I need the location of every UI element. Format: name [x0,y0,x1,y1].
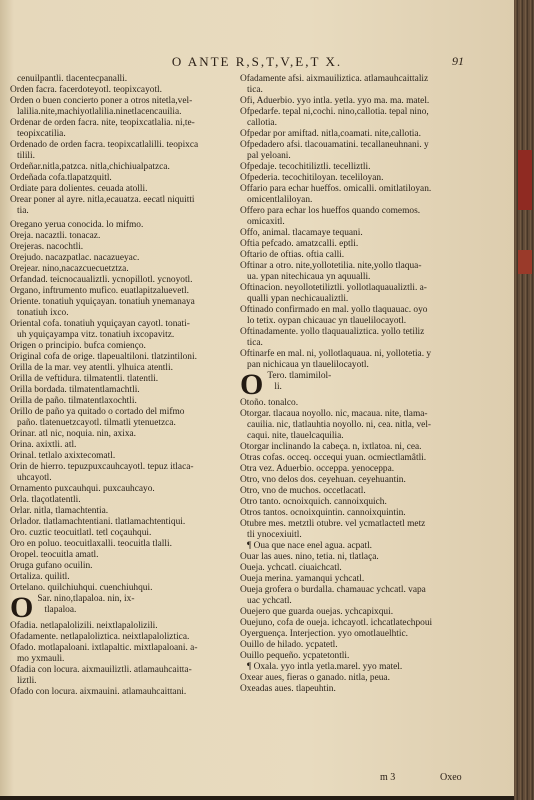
dictionary-entry-line: omicaxitl. [247,217,285,227]
book-page-edges [514,0,534,800]
drop-cap-initial: O [240,371,264,398]
dictionary-entry-line: Ortelano. quilchiuhqui. cuenchiuhqui. [10,583,153,593]
dictionary-entry-line: Organo, inftrumento mufico. euatlapitzaluevetl. [10,286,189,296]
dictionary-entry-line: Oftinarfe en mal. ni, yollotlaquaua. ni, yollotetia. y [240,349,432,359]
dictionary-entry-line: uh yquiçayampa vitz. tonatiuh ixcopavitz. [17,330,175,340]
dictionary-entry-line: Otro, vno de muchos. occetlacatl. [240,486,366,496]
dictionary-entry-line: Ordeñar.nitla,patzca. nitla,chichiualpatzca. [10,162,170,172]
dictionary-entry-line: Oftinar a otro. nite,yollotetilia. nite,yollo tlaqua- [240,261,422,271]
dictionary-entry-line: Ortaliza. quilitl. [10,572,70,582]
dictionary-entry-line: caqui. nite, tlauelcaquilia. [247,431,344,441]
running-header [0,54,514,74]
catchword: Oxeo [440,772,462,783]
dictionary-entry-line: Ouejuno, cofa de oueja. ichcayotl. ichcatlatechpoui [240,618,433,628]
dictionary-entry-line: Otubre mes. metztli otubre. vel ycmatlactetl metz [240,519,426,529]
dictionary-entry-line: Oueja merina. yamanqui ychcatl. [240,574,365,584]
dictionary-entry-line: Orejear. nino,nacazcuecuetztza. [10,264,129,274]
dictionary-entry-line: Origen o principio. bufca comienço. [10,341,146,351]
dictionary-entry-line: Offario para echar hueffos. omicalli. omitlatiloyan. [240,184,432,194]
dictionary-entry-line: Oregano yerua conocida. lo mifmo. [10,220,144,230]
left-initial-block [10,594,235,621]
dictionary-entry-line: Otro, vno delos dos. ceyehuan. ceyehuantin. [240,475,406,485]
dictionary-entry-line: Orden o buen concierto poner a otros nitetla,vel- [10,96,193,106]
page-footer [0,772,514,786]
dictionary-entry-line: Ordeñada cofa.tlapatzquitl. [10,173,112,183]
dictionary-entry-line: Oruga gufano ocuilin. [10,561,93,571]
initial-entry-line: Tero. tlamimilol- [267,371,332,381]
dictionary-entry-line: Otros tantos. ocnoixquintin. cannoixquintin. [240,508,406,518]
initial-entry-line: li. [274,382,282,392]
dictionary-entry-line: Oftario de oftias. oftia calli. [240,250,345,260]
dictionary-entry-line: Orinar. atl nic, noquia. nin, axixa. [10,429,137,439]
dictionary-entry-line: lalilia.nite,machiyotlalilia.ninetlacencauilia. [17,107,182,117]
right-entries [240,74,468,371]
page-edge-tab [518,150,532,210]
dictionary-entry-line: Otro tanto. ocnoixquich. cannoixquich. [240,497,387,507]
dictionary-entry-line: Ornamento puxcauhqui. puxcauhcayo. [10,484,155,494]
dictionary-entry-line: Oriental cofa. tonatiuh yquiçayan cayotl. tonati- [10,319,190,329]
dictionary-entry-line: Ordenado de orden facra. teopixcatlalilli. teopixca [10,140,199,150]
dictionary-entry-line: Otoño. tonalco. [240,398,299,408]
dictionary-entry-line: Otras cofas. occeq. occequi yuan. ocmiectlamâtli. [240,453,427,463]
dictionary-entry-line: Orilla de paño. tilmatentlaxochtli. [10,396,137,406]
dictionary-entry-line: pal yeloani. [247,151,291,161]
drop-cap-initial: O [10,594,34,621]
dictionary-entry-line: Ofadamente. netlapaloliztica. neixtlapaloliztica. [10,632,190,642]
dictionary-entry-line: Oyerguença. Interjection. yyo omotlauelhtic. [240,629,408,639]
dictionary-entry-line: ¶ Oua que nace enel agua. acpatl. [247,541,373,551]
dictionary-entry-line: Oftinadamente. yollo tlaquaualiztica. yollo tetiliz [240,327,425,337]
dictionary-entry-line: tli ynocexiuitl. [247,530,302,540]
right-entries-after [240,398,468,695]
dictionary-entry-line: Orear poner al ayre. nitla,ecauatza. eecatl niquitti [10,195,195,205]
dictionary-entry-line: Oftia pefcado. amatzcalli. eptli. [240,239,359,249]
dictionary-entry-line: Ouillo pequeño. ycpatetontli. [240,651,350,661]
initial-entry-line: tlapaloa. [44,605,77,615]
dictionary-entry-line: omicentlaliloyan. [247,195,313,205]
dictionary-entry-line: Orina. axixtli. atl. [10,440,77,450]
left-entries-after [10,621,235,698]
dictionary-entry-line: Oro. cuztic teocuitlatl. tetl coçauhqui. [10,528,152,538]
dictionary-entry-line: Oftinacion. neyollotetiliztli. yollotlaquaualiztli. a- [240,283,427,293]
dictionary-entry-line: Orlar. nitla, tlamachtentia. [10,506,109,516]
dictionary-entry-line: ¶ Oxala. yyo intla yetla.marel. yyo matel. [247,662,403,672]
dictionary-entry-line: tica. [247,338,263,348]
dictionary-entry-line: pan nichicaua yn tlauelilocayotl. [247,360,369,370]
dictionary-entry-line: Otorgar inclinando la cabeça. n, ixtlatoa. ni, cea. [240,442,422,452]
dictionary-entry-line: Ordiate para dolientes. ceuada atolli. [10,184,148,194]
dictionary-entry-line: Ouillo de hilado. ycpatetl. [240,640,338,650]
dictionary-entry-line: cenuilpantli. tlacentecpanalli. [17,74,128,84]
dictionary-entry-line: qualli ypan nechicaualiztli. [247,294,349,304]
dictionary-entry-line: Oriente. tonatiuh yquiçayan. tonatiuh ynemanaya [10,297,195,307]
dictionary-entry-line: ua. ypan nitechicaua yn aquualli. [247,272,371,282]
dictionary-entry-line: Ordenar de orden facra. nite, teopixcatlalia. ni,te- [10,118,195,128]
header-title: O ANTE R,S,T,V,E,T X. [171,54,343,69]
dictionary-entry-line: Ofi, Aduerbio. yyo intla. yetla. yyo ma. ma. matel. [240,96,430,106]
right-column [240,74,468,695]
dictionary-entry-line: Ofpederia. tecochitiloyan. teceliloyan. [240,173,384,183]
dictionary-entry-line: Orilla de veftidura. tilmatentli. tlatentli. [10,374,159,384]
right-initial-block [240,371,468,398]
dictionary-entry-line: Oxeadas aues. tlapeuhtin. [240,684,336,694]
dictionary-entry-line: tia. [17,206,29,216]
dictionary-entry-line: callotia. [247,118,277,128]
dictionary-entry-line: Offo, animal. tlacamaye tequani. [240,228,363,238]
dictionary-entry-line: Oueja grofera o burdalla. chamauac ychcatl. vapa [240,585,426,595]
dictionary-entry-line: uac ychcatl. [247,596,292,606]
initial-entry-line: Sar. nino,tlapaloa. nin, ix- [37,594,135,604]
dictionary-entry-line: uhcayotl. [17,473,52,483]
dictionary-entry-line: Oropel. teocuitla amatl. [10,550,99,560]
dictionary-entry-line: Oftinado confirmado en mal. yollo tlaquauac. oyo [240,305,428,315]
dictionary-entry-line: Oueja. ychcatl. ciuaichcatl. [240,563,342,573]
dictionary-entry-line: Ouejero que guarda ouejas. ychcapixqui. [240,607,394,617]
dictionary-entry-line: Orin de hierro. tepuzpuxcauhcayotl. tepuz itlaca- [10,462,194,472]
dictionary-entry-line: Ofpedadero afsi. tlacouamatini. tecallaneuhnani. y [240,140,429,150]
dictionary-entry-line: tica. [247,85,263,95]
page-number: 91 [452,54,464,68]
dictionary-entry-line: Orla. tlaçotlatentli. [10,495,81,505]
dictionary-entry-line: Ofpedaje. tecochitiliztli. tecelliztli. [240,162,371,172]
dictionary-entry-line: Offero para echar los hueffos quando comemos. [240,206,421,216]
dictionary-entry-line: cauilia. nic, tlatlauhtia noyollo. ni, cea. nitla, vel- [247,420,432,430]
dictionary-entry-line: mo yxmauli. [17,654,65,664]
dictionary-entry-line: Oro en poluo. teocuitlaxalli. teocuitla tlalli. [10,539,172,549]
dictionary-entry-line: paño. tlatenuetzcayotl. tilmatli ytenuetzca. [17,418,176,428]
dictionary-entry-line: Orilla bordada. tilmatentlamachtli. [10,385,140,395]
dictionary-entry-line: teopixcatilia. [17,129,66,139]
dictionary-entry-line: Ofadia con locura. aixmauiliztli. atlamauhcaitta- [10,665,192,675]
dictionary-entry-line: Otra vez. Aduerbio. occeppa. yenoceppa. [240,464,395,474]
left-column [10,74,235,698]
dictionary-entry-line: Orinal. tetlalo axixtecomatl. [10,451,116,461]
dictionary-entry-line: Orejudo. nacazpatlac. nacazueyac. [10,253,140,263]
dictionary-entry-line: Oxear aues, fieras o ganado. nitla, peua. [240,673,390,683]
dictionary-entry-line: Otorgar. tlacaua noyollo. nic, macaua. nite, tlama- [240,409,428,419]
dictionary-entry-line: Ofado. motlapaloani. ixtlapaltic. mixtlapaloani. a- [10,643,198,653]
page-edge-tab [518,250,532,274]
dictionary-entry-line: Ouar las aues. nino, tetia. ni, tlatlaça. [240,552,379,562]
dictionary-entry-line: Ofpedar por amiftad. nitla,coamati. nite,callotia. [240,129,421,139]
dictionary-entry-line: Orden facra. facerdoteyotl. teopixcayotl. [10,85,163,95]
dictionary-entry-line: Orilla de la mar. vey atentli. ylhuica atentli. [10,363,173,373]
dictionary-entry-line: lo tetix. oypan chicauac yn tlauelilocayotl. [247,316,407,326]
dictionary-entry-line: Ofado con locura. aixmauini. atlamauhcaittani. [10,687,187,697]
dictionary-entry-line: Oreja. nacaztli. tonacaz. [10,231,101,241]
left-entries [10,74,235,594]
dictionary-entry-line: liztli. [17,676,37,686]
dictionary-entry-line: Orejeras. nacochtli. [10,242,84,252]
dictionary-entry-line: Orfandad. teicnocaualiztli. ycnopillotl. ycnoyotl. [10,275,193,285]
dictionary-entry-line: Ofpedarfe. tepal ni,cochi. nino,callotia. tepal nino, [240,107,429,117]
dictionary-entry-line: Ofadia. netlapalolizili. neixtlapalolizili. [10,621,158,631]
dictionary-entry-line: Ofadamente afsi. aixmauiliztica. atlamauhcaittaliz [240,74,429,84]
dictionary-entry-line: Orillo de paño ya quitado o cortado del mifmo [10,407,185,417]
dictionary-entry-line: tonatiuh ixco. [17,308,69,318]
dictionary-entry-line: Original cofa de orige. tlapeualtiloni. tlatzintiloni. [10,352,197,362]
signature-mark: m 3 [380,772,396,783]
dictionary-entry-line: tilili. [17,151,35,161]
dictionary-entry-line: Orlador. tlatlamachtentiani. tlatlamachtentiqui. [10,517,186,527]
